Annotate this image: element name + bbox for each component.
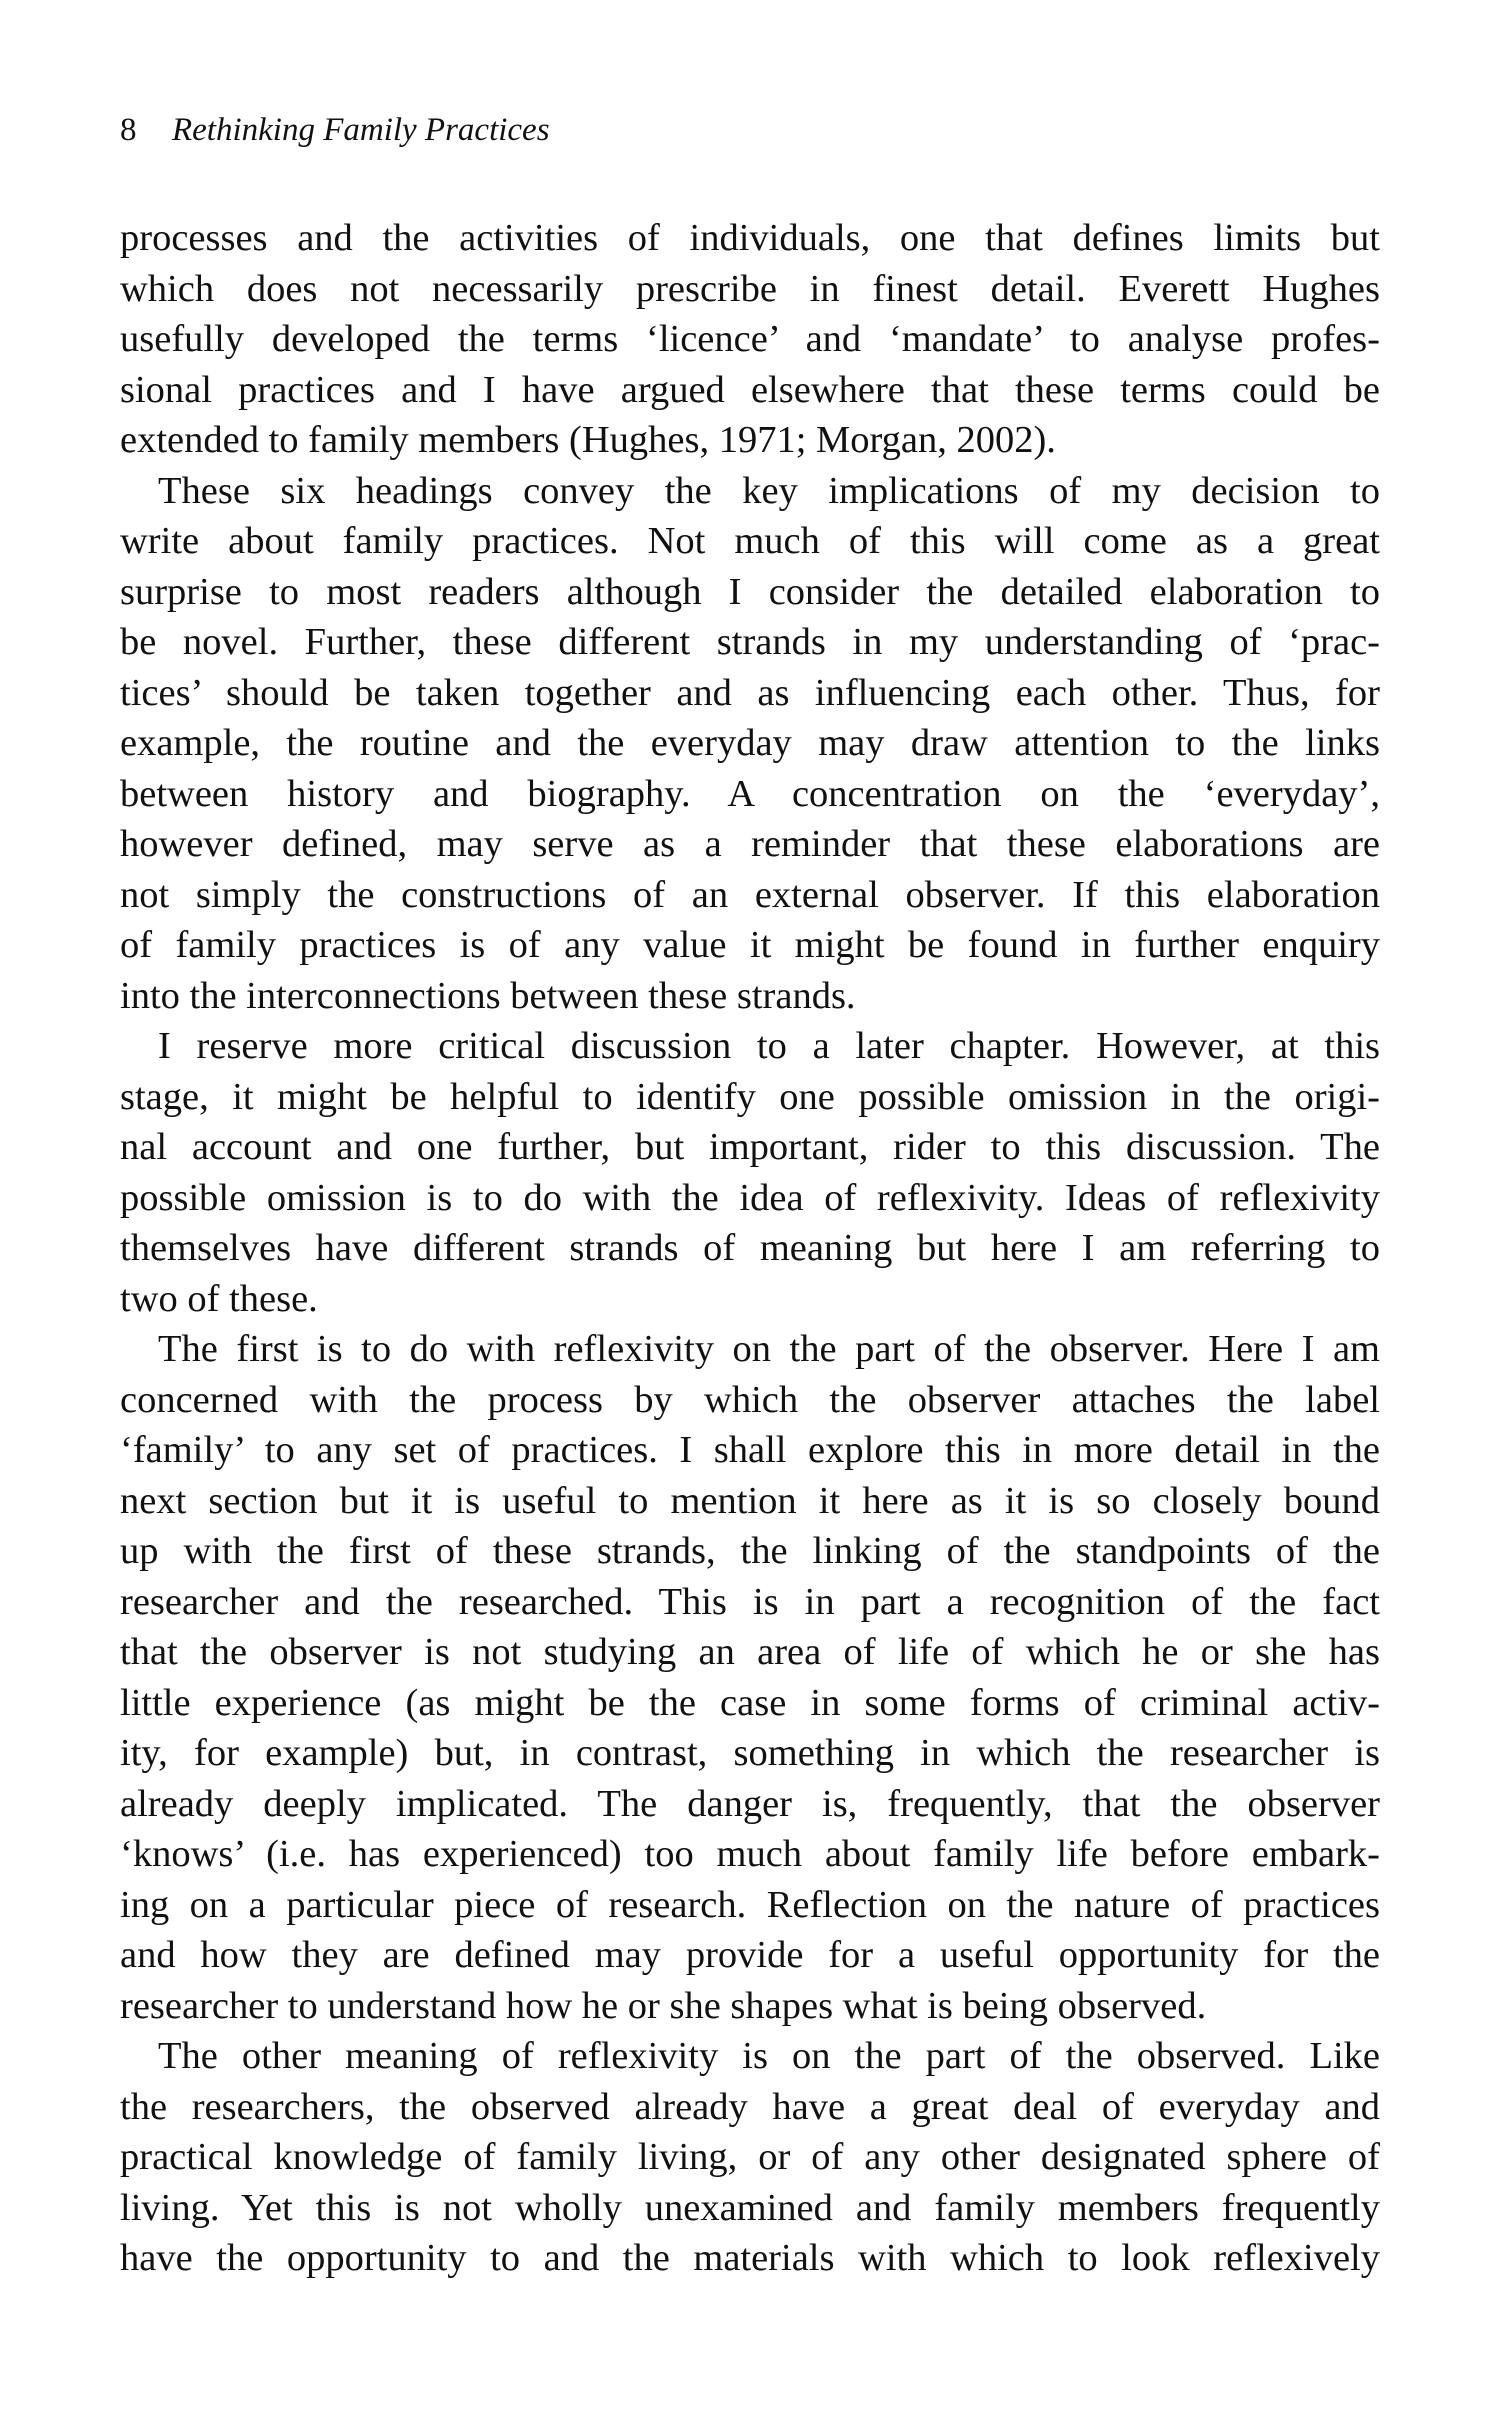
text-line: tices’ should be taken together and as influencing each other. Thus, for bbox=[120, 671, 1380, 714]
text-line: living. Yet this is not wholly unexamined and family members frequently bbox=[120, 2186, 1380, 2229]
page-number: 8 bbox=[120, 112, 137, 148]
paragraph bbox=[120, 1021, 1380, 1324]
text-line: be novel. Further, these different strands in my understanding of ‘prac- bbox=[120, 621, 1380, 663]
text-line: processes and the activities of individuals, one that defines limits but bbox=[120, 217, 1380, 259]
text-line: little experience (as might be the case in some forms of criminal activ- bbox=[120, 1681, 1380, 1724]
text-line: two of these. bbox=[120, 1277, 318, 1320]
text-line: the researchers, the observed already have a great deal of everyday and bbox=[120, 2085, 1380, 2128]
text-line: stage, it might be helpful to identify one possible omission in the origi- bbox=[120, 1075, 1380, 1118]
text-line: which does not necessarily prescribe in finest detail. Everett Hughes bbox=[120, 267, 1380, 310]
text-line: ‘knows’ (i.e. has experienced) too much about family life before embark- bbox=[120, 1833, 1380, 1875]
text-line: write about family practices. Not much of this will come as a great bbox=[120, 520, 1380, 562]
text-line: surprise to most readers although I consider the detailed elaboration to bbox=[120, 570, 1380, 613]
text-line: sional practices and I have argued elsewhere that these terms could be bbox=[120, 368, 1380, 411]
text-line: of family practices is of any value it might be found in further enquiry bbox=[120, 924, 1380, 966]
text-line: I reserve more critical discussion to a later chapter. However, at this bbox=[158, 1025, 1380, 1067]
body-text bbox=[120, 213, 1380, 2284]
book-title: Rethinking Family Practices bbox=[172, 112, 550, 148]
text-line: ‘family’ to any set of practices. I shall explore this in more detail in the bbox=[120, 1429, 1380, 1471]
text-line: concerned with the process by which the observer attaches the label bbox=[120, 1378, 1380, 1421]
text-line: that the observer is not studying an area of life of which he or she has bbox=[120, 1631, 1380, 1673]
text-line: up with the first of these strands, the linking of the standpoints of the bbox=[120, 1530, 1380, 1572]
text-line: These six headings convey the key implications of my decision to bbox=[158, 469, 1380, 512]
text-line: extended to family members (Hughes, 1971; Morgan, 2002). bbox=[120, 419, 1056, 461]
text-line: next section but it is useful to mention it here as it is so closely bound bbox=[120, 1479, 1380, 1522]
text-line: have the opportunity to and the materials with which to look reflexively bbox=[120, 2237, 1380, 2279]
text-line: between history and biography. A concentration on the ‘everyday’, bbox=[120, 772, 1380, 815]
text-line: usefully developed the terms ‘licence’ and ‘mandate’ to analyse profes- bbox=[120, 318, 1380, 360]
text-line: nal account and one further, but important, rider to this discussion. The bbox=[120, 1126, 1380, 1168]
text-line: however defined, may serve as a reminder that these elaborations are bbox=[120, 823, 1380, 865]
text-line: possible omission is to do with the idea of reflexivity. Ideas of reflexivity bbox=[120, 1176, 1380, 1219]
paragraph bbox=[120, 466, 1380, 1022]
text-line: into the interconnections between these strands. bbox=[120, 974, 856, 1017]
text-line: ity, for example) but, in contrast, something in which the researcher is bbox=[120, 1732, 1380, 1774]
text-line: not simply the constructions of an external observer. If this elaboration bbox=[120, 873, 1380, 916]
text-line: researcher and the researched. This is in part a recognition of the fact bbox=[120, 1580, 1380, 1623]
running-head bbox=[120, 110, 550, 150]
text-line: ing on a particular piece of research. Reflection on the nature of practices bbox=[120, 1883, 1380, 1926]
text-line: themselves have different strands of meaning but here I am referring to bbox=[120, 1227, 1380, 1269]
paragraph bbox=[120, 1324, 1380, 2031]
text-line: practical knowledge of family living, or of any other designated sphere of bbox=[120, 2136, 1380, 2178]
text-line: researcher to understand how he or she shapes what is being observed. bbox=[120, 1984, 1207, 2027]
text-line: already deeply implicated. The danger is, frequently, that the observer bbox=[120, 1782, 1380, 1825]
text-line: The first is to do with reflexivity on the part of the observer. Here I am bbox=[158, 1328, 1380, 1370]
paragraph bbox=[120, 213, 1380, 466]
text-line: The other meaning of reflexivity is on the part of the observed. Like bbox=[158, 2035, 1380, 2077]
text-line: and how they are defined may provide for a useful opportunity for the bbox=[120, 1934, 1380, 1976]
text-line: example, the routine and the everyday may draw attention to the links bbox=[120, 722, 1380, 764]
paragraph bbox=[120, 2031, 1380, 2284]
